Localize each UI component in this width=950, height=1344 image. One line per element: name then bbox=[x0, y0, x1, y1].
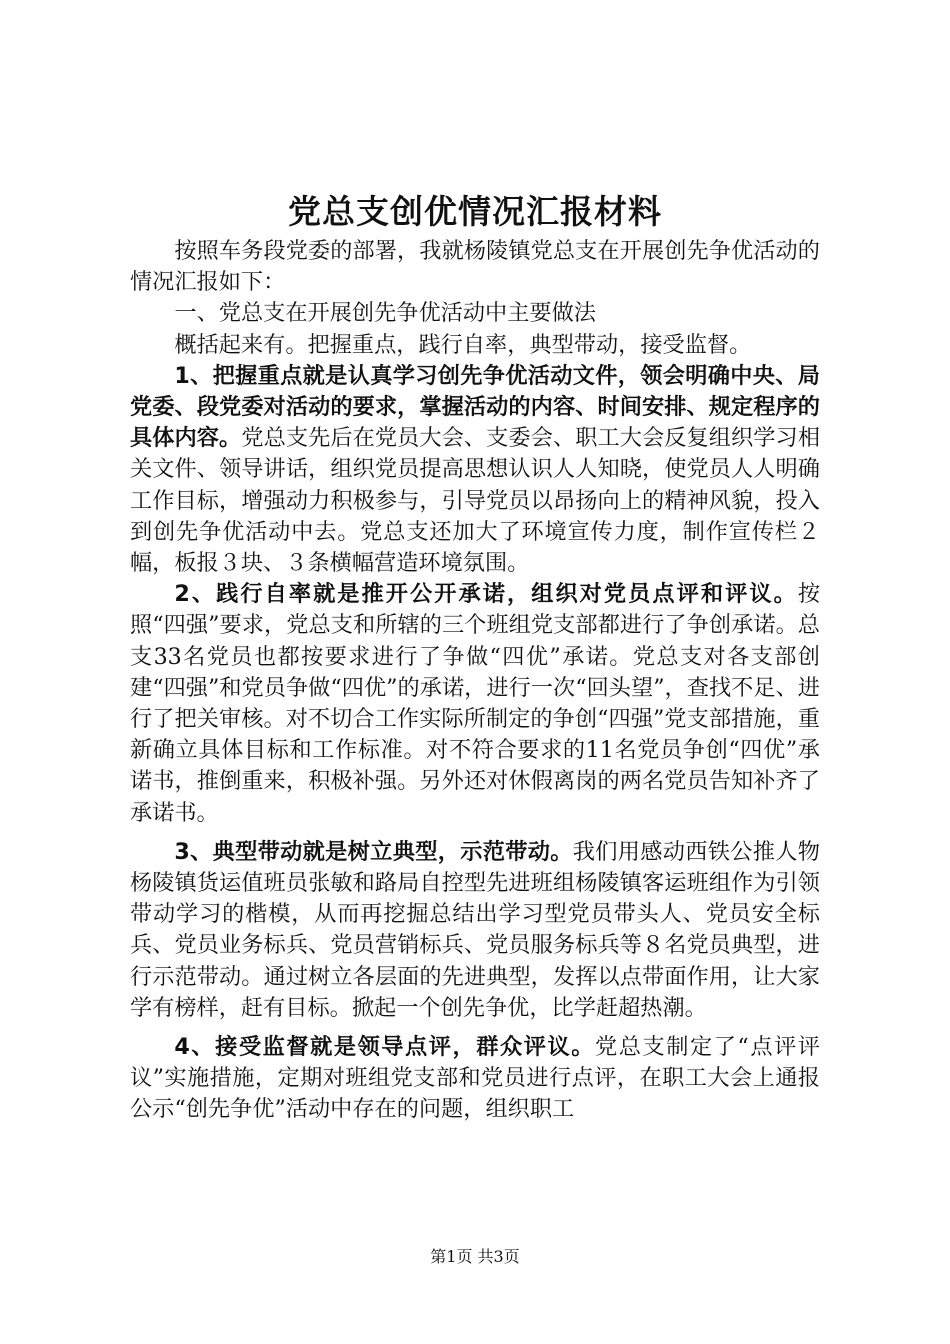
point-body: 我们用感动西铁公推人物杨陵镇货运值班员张敏和路局自控型先进班组杨陵镇客运班组作为引领带动学习的楷模，从而再挖掘总结出学习型党员带头人、党员安全标兵、党员业务标兵、党员营销标兵、党员服务标兵等８名党员典型，进行示范带动。通过树立各层面的先进典型，发挥以点带面作用，让大家学有榜样，赶有目标。掀起一个创先争优，比学赶超热潮。 bbox=[130, 838, 820, 1021]
point-lead: 1、把握重点就是认真学习创先争优活动文件，领会明确中央、局党委、段党委对活动的要求，掌握活动的内容、时间安排、规定程序的具体内容。 bbox=[130, 362, 820, 452]
point-body: 按照“四强”要求，党总支和所辖的三个班组党支部都进行了争创承诺。总支33名党员也都按要求进行了争做“四优”承诺。党总支对各支部创建“四强”和党员争做“四优”的承诺，进行一次“回头望”，查找不足、进行了把关审核。对不切合工作实际所制定的争创“四强”党支部措施，重新确立具体目标和工作标准。对不符合要求的11名党员争创“四优”承诺书，推倒重来，积极补强。另外还对休假离岗的两名党员告知补齐了承诺书。 bbox=[130, 581, 820, 826]
point-paragraph-4 bbox=[130, 1032, 820, 1126]
document-body bbox=[130, 236, 820, 1126]
point-body: 党总支先后在党员大会、支委会、职工大会反复组织学习相关文件、领导讲话，组织党员提高思想认识人人知晓，使党员人人明确工作目标，增强动力积极参与，引导党员以昂扬向上的精神风貌，投入到创先争优活动中去。党总支还加大了环境宣传力度，制作宣传栏２幅，板报３块、３条横幅营造环境氛围。 bbox=[130, 425, 821, 577]
point-lead: 2、践行自率就是推开公开承诺，组织对党员点评和评议。 bbox=[174, 581, 798, 608]
point-body: 党总支制定了“点评评议”实施措施，定期对班组党支部和党员进行点评，在职工大会上通报公示“创先争优”活动中存在的问题，组织职工 bbox=[130, 1034, 820, 1123]
point-paragraph-1 bbox=[130, 361, 820, 579]
point-lead: 4、接受监督就是领导点评，群众评议。 bbox=[174, 1034, 595, 1061]
point-paragraph-2 bbox=[130, 579, 820, 829]
summary-paragraph: 概括起来有。把握重点，践行自率，典型带动，接受监督。 bbox=[174, 331, 752, 358]
point-paragraph-3 bbox=[130, 837, 820, 1024]
section-heading: 一、党总支在开展创先争优活动中主要做法 bbox=[174, 300, 596, 327]
intro-paragraph: 按照车务段党委的部署，我就杨陵镇党总支在开展创先争优活动的情况汇报如下： bbox=[130, 238, 820, 296]
document-title: 党总支创优情况汇报材料 bbox=[288, 192, 662, 231]
point-lead: 3、典型带动就是树立典型，示范带动。 bbox=[174, 838, 573, 865]
page-footer: 第1页 共3页 bbox=[430, 1247, 520, 1266]
